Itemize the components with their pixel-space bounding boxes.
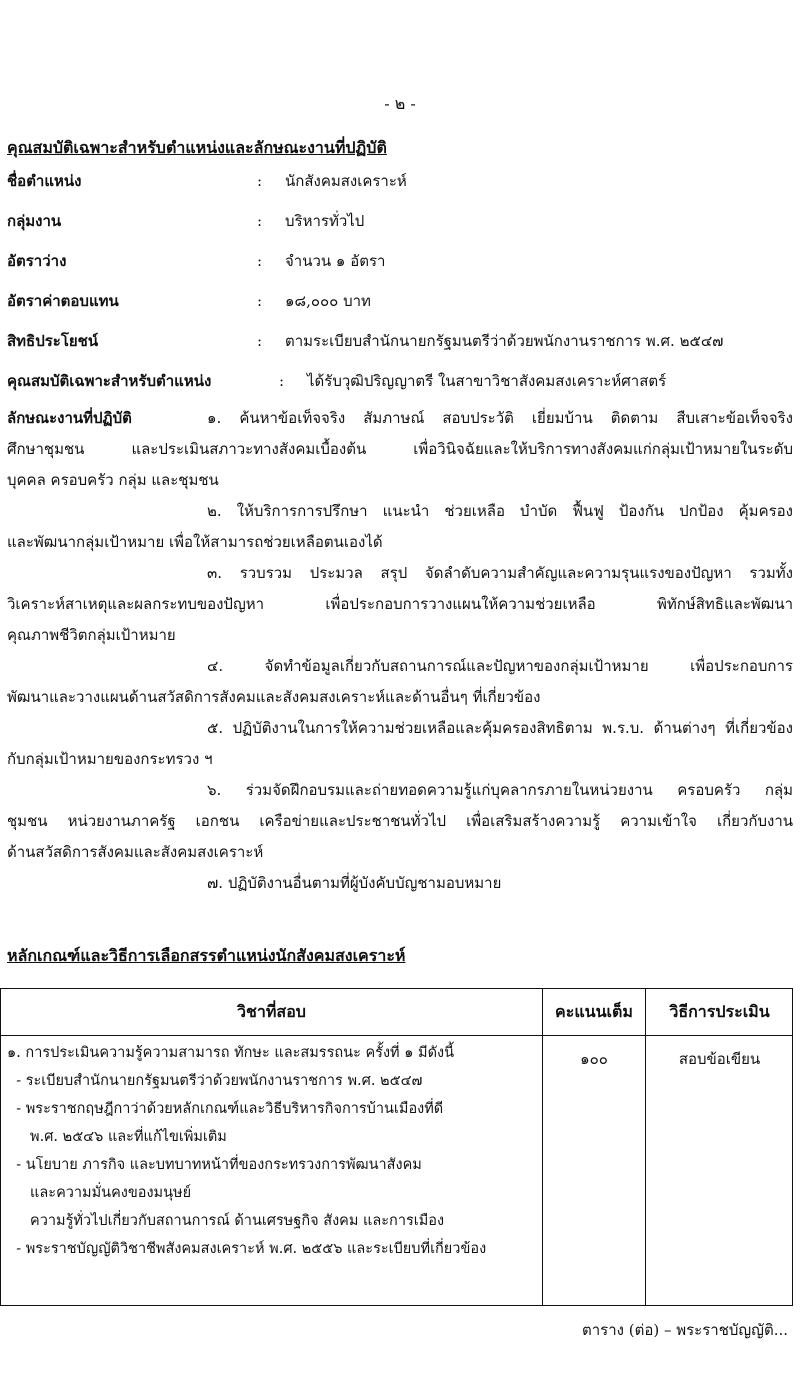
column-divider xyxy=(645,989,646,1305)
field-qualification xyxy=(7,369,793,393)
duty-5-line-1: ๕. ปฏิบัติงานในการให้ความช่วยเหลือและคุ้มครองสิทธิตาม พ.ร.บ. ด้านต่างๆ ที่เกี่ยวข้อง xyxy=(207,719,793,737)
field-label: กลุ่มงาน xyxy=(7,212,62,230)
score-cell: ๑๐๐ xyxy=(580,1050,608,1068)
subject-line: - ระเบียบสำนักนายกรัฐมนตรีว่าด้วยพนักงานราชการ พ.ศ. ๒๕๔๗ xyxy=(7,1073,423,1089)
duty-2-line-2: และพัฒนากลุ่มเป้าหมาย เพื่อให้สามารถช่วยเหลือตนเองได้ xyxy=(7,533,383,551)
header-method: วิธีการประเมิน xyxy=(669,1002,770,1021)
duty-7-line-1: ๗. ปฏิบัติงานอื่นตามที่ผู้บังคับบัญชามอบหมาย xyxy=(207,874,502,892)
header-score: คะแนนเต็ม xyxy=(555,1002,633,1021)
selection-heading: หลักเกณฑ์และวิธีการเลือกสรรตำแหน่งนักสังคมสงเคราะห์ xyxy=(7,946,406,965)
duty-3-line-3: คุณภาพชีวิตกลุ่มเป้าหมาย xyxy=(7,626,176,644)
field-value: ๑๘,๐๐๐ บาท xyxy=(285,292,371,310)
field-position-name xyxy=(7,169,793,193)
subject-line: - นโยบาย ภารกิจ และบทบาทหน้าที่ของกระทรวงการพัฒนาสังคม xyxy=(7,1157,422,1173)
exam-table xyxy=(0,988,793,1306)
subject-line: ความรู้ทั่วไปเกี่ยวกับสถานการณ์ ด้านเศรษฐกิจ สังคม และการเมือง xyxy=(7,1213,445,1229)
method-cell: สอบข้อเขียน xyxy=(678,1050,761,1068)
column-divider xyxy=(542,989,543,1305)
field-label: อัตราค่าตอบแทน xyxy=(7,292,119,310)
field-separator: : xyxy=(257,172,263,190)
subject-line: - พระราชบัญญัติวิชาชีพสังคมสงเคราะห์ พ.ศ. ๒๕๕๖ และระเบียบที่เกี่ยวข้อง xyxy=(7,1241,487,1257)
duty-3-line-1: ๓. รวบรวม ประมวล สรุป จัดลำดับความสำคัญและความรุนแรงของปัญหา รวมทั้ง xyxy=(207,564,793,582)
table-header-row xyxy=(1,989,792,1036)
duties-section xyxy=(7,403,793,899)
field-vacancy xyxy=(7,249,793,273)
duty-1-line-2: ศึกษาชุมชน และประเมินสภาวะทางสังคมเบื้องต้น เพื่อวินิจฉัยและให้บริการทางสังคมแก่กลุ่มเป้าหมายในระดับ xyxy=(7,440,793,458)
page-number: - ๒ - xyxy=(384,94,416,113)
duty-3-line-2: วิเคราะห์สาเหตุและผลกระทบของปัญหา เพื่อประกอบการวางแผนให้ความช่วยเหลือ พิทักษ์สิทธิและพัฒนา xyxy=(7,595,793,613)
field-separator: : xyxy=(279,372,285,390)
duty-4-line-2: พัฒนาและวางแผนด้านสวัสดิการสังคมและสังคมสงเคราะห์และด้านอื่นๆ ที่เกี่ยวข้อง xyxy=(7,688,541,706)
duty-4-line-1: ๔. จัดทำข้อมูลเกี่ยวกับสถานการณ์และปัญหาของกลุ่มเป้าหมาย เพื่อประกอบการ xyxy=(207,657,793,675)
subject-line: และความมั่นคงของมนุษย์ xyxy=(7,1185,192,1201)
field-value: ได้รับวุฒิปริญญาตรี ในสาขาวิชาสังคมสงเคราะห์ศาสตร์ xyxy=(307,372,667,390)
duty-5-line-2: กับกลุ่มเป้าหมายของกระทรวง ฯ xyxy=(7,750,213,768)
duty-6-line-1: ๖. ร่วมจัดฝึกอบรมและถ่ายทอดความรู้แก่บุคลากรภายในหน่วยงาน ครอบครัว กลุ่ม xyxy=(207,781,793,799)
field-work-group xyxy=(7,209,793,233)
field-separator: : xyxy=(257,332,263,350)
field-label: คุณสมบัติเฉพาะสำหรับตำแหน่ง xyxy=(7,372,212,390)
field-value: บริหารทั่วไป xyxy=(285,212,365,230)
field-value: จำนวน ๑ อัตรา xyxy=(285,252,386,270)
duty-6-line-3: ด้านสวัสดิการสังคมและสังคมสงเคราะห์ xyxy=(7,843,264,861)
qualification-heading: คุณสมบัติเฉพาะสำหรับตำแหน่งและลักษณะงานที่ปฏิบัติ xyxy=(7,138,387,157)
field-benefits xyxy=(7,329,793,353)
duties-label: ลักษณะงานที่ปฏิบัติ xyxy=(7,409,132,427)
duty-6-line-2: ชุมชน หน่วยงานภาครัฐ เอกชน เครือข่ายและประชาชนทั่วไป เพื่อเสริมสร้างความรู้ ความเข้าใจ เกี่ยวกับงาน xyxy=(7,812,793,830)
field-label: อัตราว่าง xyxy=(7,252,67,270)
duty-2-line-1: ๒. ให้บริการการปรึกษา แนะนำ ช่วยเหลือ บำบัด ฟื้นฟู ป้องกัน ปกป้อง คุ้มครอง xyxy=(207,502,793,520)
subject-cell xyxy=(7,1039,537,1263)
field-salary xyxy=(7,289,793,313)
subject-line: - พระราชกฤษฎีกาว่าด้วยหลักเกณฑ์และวิธีบริหารกิจการบ้านเมืองที่ดี xyxy=(7,1101,444,1117)
field-separator: : xyxy=(257,292,263,310)
field-label: สิทธิประโยชน์ xyxy=(7,332,99,350)
subject-line: พ.ศ. ๒๕๔๖ และที่แก้ไขเพิ่มเติม xyxy=(7,1129,227,1145)
field-separator: : xyxy=(257,252,263,270)
field-value: ตามระเบียบสำนักนายกรัฐมนตรีว่าด้วยพนักงานราชการ พ.ศ. ๒๕๔๗ xyxy=(285,332,724,350)
field-value: นักสังคมสงเคราะห์ xyxy=(285,172,407,190)
header-subject: วิชาที่สอบ xyxy=(237,1002,306,1021)
continuation-note: ตาราง (ต่อ) – พระราชบัญญัติ... xyxy=(581,1321,788,1339)
field-separator: : xyxy=(257,212,263,230)
subject-line: ๑. การประเมินความรู้ความสามารถ ทักษะ และสมรรถนะ ครั้งที่ ๑ มีดังนี้ xyxy=(7,1045,454,1061)
duty-1-line-3: บุคคล ครอบครัว กลุ่ม และชุมชน xyxy=(7,471,219,489)
field-label: ชื่อตำแหน่ง xyxy=(7,172,82,190)
duty-1-line-1: ลักษณะงานที่ปฏิบัติ ๑. ค้นหาข้อเท็จจริง สัมภาษณ์ สอบประวัติ เยี่ยมบ้าน ติดตาม สืบเสาะข้อเท็จจริง xyxy=(7,403,793,434)
